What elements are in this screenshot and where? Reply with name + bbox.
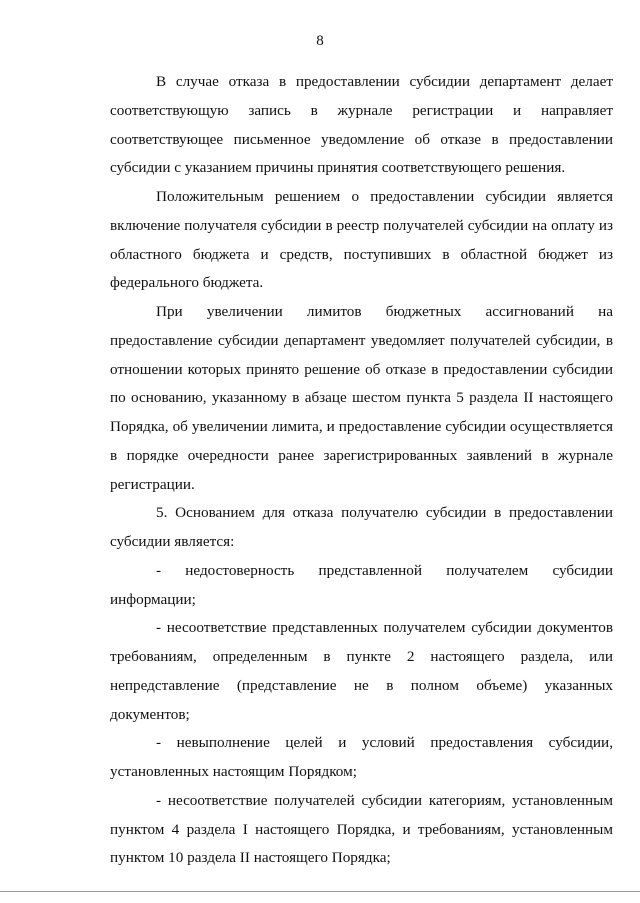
page-number: 8 <box>316 33 324 49</box>
scan-bottom-edge <box>0 891 640 892</box>
list-item-document-mismatch: - несоответствие представленных получателем субсидии документов требованиям, определенным в пункте 2 настоящего раздела, или непредставление (представление не в полном объеме) указанных документов; <box>110 619 613 723</box>
paragraph-limit-increase: При увеличении лимитов бюджетных ассигнований на предоставление субсидии департамент уведомляет получателей субсидии, в отношении которых принято решение об отказе в предоставлении субсидии по основанию, указанному в абзаце шестом пункта 5 раздела II настоящего Порядка, об увеличении лимита, и предоставление субсидии осуществляется в порядке очередности ранее зарегистрированных заявлений в журнале регистрации. <box>110 303 613 493</box>
paragraph-refusal-record: В случае отказа в предоставлении субсидии департамент делает соответствующую запись в журнале регистрации и направляет соответствующее письменное уведомление об отказе в предоставлении субсидии с указанием причины принятия соответствующего решения. <box>110 73 613 177</box>
list-item-conditions-not-met: - невыполнение целей и условий предоставления субсидии, установленных настоящим Порядком; <box>110 734 613 780</box>
paragraph-refusal-grounds: 5. Основанием для отказа получателю субсидии в предоставлении субсидии является: <box>110 504 613 550</box>
document-body <box>110 68 613 873</box>
list-item-category-mismatch: - несоответствие получателей субсидии категориям, установленным пунктом 4 раздела I настоящего Порядка, и требованиям, установленным пунктом 10 раздела II настоящего Порядка; <box>110 791 613 867</box>
list-item-unreliable-info: - недостоверность представленной получателем субсидии информации; <box>110 561 613 608</box>
paragraph-positive-decision: Положительным решением о предоставлении субсидии является включение получателя субсидии в реестр получателей субсидии на оплату из областного бюджета и средств, поступивших в областной бюджет из федерального бюджета. <box>110 188 613 292</box>
